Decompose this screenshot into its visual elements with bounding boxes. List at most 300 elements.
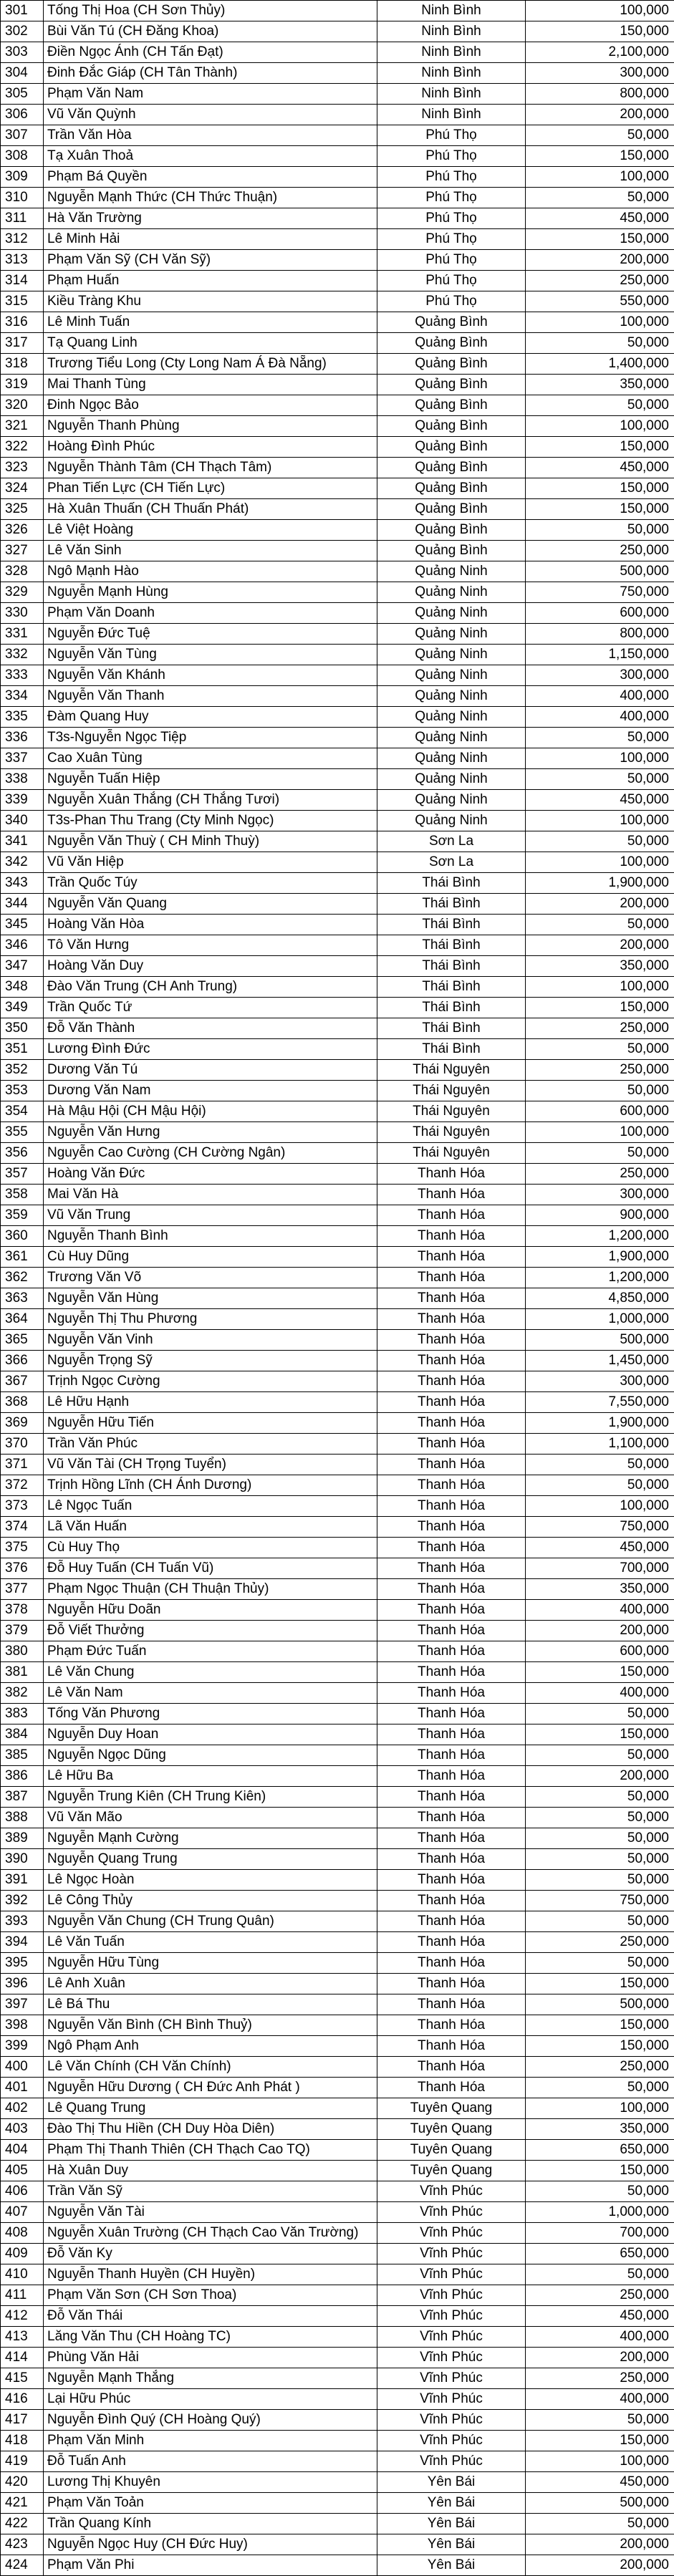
row-number-cell: 330: [1, 603, 44, 624]
province-cell: Thanh Hóa: [377, 1828, 526, 1849]
row-number-cell: 344: [1, 894, 44, 915]
name-cell: Nguyễn Đức Tuệ: [44, 624, 377, 645]
province-cell: Thanh Hóa: [377, 1164, 526, 1185]
table-row: [1, 1662, 674, 1683]
name-cell: Đỗ Tuấn Anh: [44, 2451, 377, 2472]
amount-cell: 1,400,000: [526, 354, 674, 375]
table-row: [1, 915, 674, 935]
row-number-cell: 311: [1, 208, 44, 229]
table-row: [1, 458, 674, 478]
province-cell: Tuyên Quang: [377, 2119, 526, 2140]
name-cell: Nguyễn Cao Cường (CH Cường Ngân): [44, 1143, 377, 1164]
amount-cell: 150,000: [526, 2036, 674, 2057]
province-cell: Quảng Bình: [377, 395, 526, 416]
row-number-cell: 317: [1, 333, 44, 354]
province-cell: Phú Thọ: [377, 271, 526, 291]
amount-cell: 1,150,000: [526, 645, 674, 665]
amount-cell: 100,000: [526, 1122, 674, 1143]
row-number-cell: 395: [1, 1953, 44, 1974]
province-cell: Thái Nguyên: [377, 1081, 526, 1101]
row-number-cell: 361: [1, 1247, 44, 1268]
province-cell: Thanh Hóa: [377, 1870, 526, 1891]
name-cell: Lại Hữu Phúc: [44, 2389, 377, 2410]
table-row: [1, 1392, 674, 1413]
table-row: [1, 1226, 674, 1247]
table-row: [1, 2555, 674, 2576]
row-number-cell: 334: [1, 686, 44, 707]
province-cell: Thanh Hóa: [377, 1371, 526, 1392]
amount-cell: 300,000: [526, 1185, 674, 1205]
table-row: [1, 1247, 674, 1268]
name-cell: Nguyễn Văn Tài: [44, 2202, 377, 2223]
row-number-cell: 423: [1, 2534, 44, 2555]
amount-cell: 50,000: [526, 1953, 674, 1974]
province-cell: Thái Bình: [377, 873, 526, 894]
table-row: [1, 1621, 674, 1641]
row-number-cell: 360: [1, 1226, 44, 1247]
name-cell: Trương Tiểu Long (Cty Long Nam Á Đà Nẵng): [44, 354, 377, 375]
amount-cell: 550,000: [526, 291, 674, 312]
row-number-cell: 306: [1, 105, 44, 125]
row-number-cell: 365: [1, 1330, 44, 1351]
table-row: [1, 2327, 674, 2348]
province-cell: Thanh Hóa: [377, 1579, 526, 1600]
table-row: [1, 520, 674, 541]
table-row: [1, 1808, 674, 1828]
table-row: [1, 1309, 674, 1330]
row-number-cell: 367: [1, 1371, 44, 1392]
name-cell: Hà Mậu Hội (CH Mậu Hội): [44, 1101, 377, 1122]
row-number-cell: 307: [1, 125, 44, 146]
province-cell: Thái Nguyên: [377, 1122, 526, 1143]
amount-cell: 100,000: [526, 811, 674, 831]
amount-cell: 150,000: [526, 2431, 674, 2451]
amount-cell: 50,000: [526, 1039, 674, 1060]
amount-cell: 50,000: [526, 1808, 674, 1828]
name-cell: Phạm Văn Sỹ (CH Văn Sỹ): [44, 250, 377, 271]
province-cell: Thái Bình: [377, 1018, 526, 1039]
row-number-cell: 386: [1, 1766, 44, 1787]
table-row: [1, 1351, 674, 1371]
row-number-cell: 321: [1, 416, 44, 437]
name-cell: Phạm Văn Toản: [44, 2493, 377, 2514]
name-cell: Lê Văn Nam: [44, 1683, 377, 1704]
row-number-cell: 420: [1, 2472, 44, 2493]
province-cell: Thanh Hóa: [377, 1683, 526, 1704]
province-cell: Thanh Hóa: [377, 1662, 526, 1683]
name-cell: Lê Hữu Hạnh: [44, 1392, 377, 1413]
name-cell: Dương Văn Nam: [44, 1081, 377, 1101]
row-number-cell: 325: [1, 499, 44, 520]
table-row: [1, 167, 674, 188]
amount-cell: 50,000: [526, 915, 674, 935]
row-number-cell: 397: [1, 1994, 44, 2015]
row-number-cell: 308: [1, 146, 44, 167]
table-row: [1, 499, 674, 520]
table-row: [1, 2098, 674, 2119]
province-cell: Thanh Hóa: [377, 1455, 526, 1475]
table-row: [1, 271, 674, 291]
amount-cell: 350,000: [526, 956, 674, 977]
province-cell: Thanh Hóa: [377, 1704, 526, 1724]
amount-cell: 200,000: [526, 105, 674, 125]
amount-cell: 50,000: [526, 1704, 674, 1724]
name-cell: Nguyễn Thành Tâm (CH Thạch Tâm): [44, 458, 377, 478]
row-number-cell: 403: [1, 2119, 44, 2140]
name-cell: Phạm Văn Doanh: [44, 603, 377, 624]
name-cell: Vũ Văn Tài (CH Trọng Tuyển): [44, 1455, 377, 1475]
row-number-cell: 417: [1, 2410, 44, 2431]
amount-cell: 400,000: [526, 2327, 674, 2348]
province-cell: Quảng Ninh: [377, 561, 526, 582]
table-row: [1, 2410, 674, 2431]
amount-cell: 50,000: [526, 2181, 674, 2202]
row-number-cell: 356: [1, 1143, 44, 1164]
table-row: [1, 1, 674, 21]
province-cell: Phú Thọ: [377, 125, 526, 146]
province-cell: Phú Thọ: [377, 208, 526, 229]
amount-cell: 100,000: [526, 1496, 674, 1517]
province-cell: Thanh Hóa: [377, 1974, 526, 1994]
row-number-cell: 421: [1, 2493, 44, 2514]
amount-cell: 500,000: [526, 1330, 674, 1351]
name-cell: Lã Văn Huấn: [44, 1517, 377, 1538]
name-cell: Lê Minh Hải: [44, 229, 377, 250]
province-cell: Thanh Hóa: [377, 1205, 526, 1226]
row-number-cell: 377: [1, 1579, 44, 1600]
amount-cell: 4,850,000: [526, 1288, 674, 1309]
amount-cell: 100,000: [526, 852, 674, 873]
amount-cell: 50,000: [526, 1911, 674, 1932]
name-cell: Nguyễn Văn Tùng: [44, 645, 377, 665]
table-row: [1, 1849, 674, 1870]
row-number-cell: 350: [1, 1018, 44, 1039]
row-number-cell: 327: [1, 541, 44, 561]
province-cell: Quảng Bình: [377, 478, 526, 499]
table-row: [1, 2389, 674, 2410]
amount-cell: 450,000: [526, 208, 674, 229]
row-number-cell: 314: [1, 271, 44, 291]
row-number-cell: 341: [1, 831, 44, 852]
table-row: [1, 1455, 674, 1475]
province-cell: Thái Bình: [377, 915, 526, 935]
row-number-cell: 375: [1, 1538, 44, 1558]
name-cell: Trương Văn Võ: [44, 1268, 377, 1288]
amount-cell: 700,000: [526, 1558, 674, 1579]
table-row: [1, 2431, 674, 2451]
province-cell: Ninh Bình: [377, 1, 526, 21]
table-row: [1, 188, 674, 208]
amount-cell: 150,000: [526, 499, 674, 520]
table-row: [1, 2534, 674, 2555]
province-cell: Thanh Hóa: [377, 2078, 526, 2098]
table-row: [1, 1371, 674, 1392]
table-row: [1, 1018, 674, 1039]
amount-cell: 50,000: [526, 520, 674, 541]
name-cell: Nguyễn Ngọc Dũng: [44, 1745, 377, 1766]
table-row: [1, 1932, 674, 1953]
table-row: [1, 84, 674, 105]
name-cell: Nguyễn Mạnh Thắng: [44, 2368, 377, 2389]
table-row: [1, 1953, 674, 1974]
province-cell: Thanh Hóa: [377, 1288, 526, 1309]
row-number-cell: 370: [1, 1434, 44, 1455]
amount-cell: 150,000: [526, 21, 674, 42]
table-row: [1, 852, 674, 873]
name-cell: Nguyễn Thanh Bình: [44, 1226, 377, 1247]
amount-cell: 50,000: [526, 2264, 674, 2285]
table-row: [1, 831, 674, 852]
table-row: [1, 2223, 674, 2244]
amount-cell: 2,100,000: [526, 42, 674, 63]
name-cell: Trần Quốc Túy: [44, 873, 377, 894]
amount-cell: 600,000: [526, 603, 674, 624]
table-row: [1, 1745, 674, 1766]
amount-cell: 450,000: [526, 458, 674, 478]
province-cell: Vĩnh Phúc: [377, 2223, 526, 2244]
amount-cell: 600,000: [526, 1641, 674, 1662]
row-number-cell: 376: [1, 1558, 44, 1579]
amount-cell: 1,900,000: [526, 1247, 674, 1268]
name-cell: Lê Quang Trung: [44, 2098, 377, 2119]
row-number-cell: 346: [1, 935, 44, 956]
amount-cell: 800,000: [526, 84, 674, 105]
amount-cell: 200,000: [526, 894, 674, 915]
province-cell: Thanh Hóa: [377, 1641, 526, 1662]
province-cell: Quảng Ninh: [377, 707, 526, 728]
table-row: [1, 333, 674, 354]
table-row: [1, 1475, 674, 1496]
amount-cell: 50,000: [526, 188, 674, 208]
table-row: [1, 1330, 674, 1351]
name-cell: Nguyễn Văn Hưng: [44, 1122, 377, 1143]
name-cell: Nguyễn Quang Trung: [44, 1849, 377, 1870]
table-row: [1, 977, 674, 998]
amount-cell: 250,000: [526, 541, 674, 561]
row-number-cell: 391: [1, 1870, 44, 1891]
amount-cell: 250,000: [526, 2057, 674, 2078]
amount-cell: 500,000: [526, 1994, 674, 2015]
table-row: [1, 1974, 674, 1994]
table-row: [1, 375, 674, 395]
table-row: [1, 2244, 674, 2264]
row-number-cell: 409: [1, 2244, 44, 2264]
amount-cell: 150,000: [526, 1974, 674, 1994]
table-row: [1, 1413, 674, 1434]
row-number-cell: 373: [1, 1496, 44, 1517]
table-row: [1, 1039, 674, 1060]
table-row: [1, 1579, 674, 1600]
row-number-cell: 319: [1, 375, 44, 395]
amount-cell: 500,000: [526, 561, 674, 582]
province-cell: Quảng Ninh: [377, 811, 526, 831]
name-cell: Đỗ Văn Ky: [44, 2244, 377, 2264]
table-row: [1, 1558, 674, 1579]
row-number-cell: 345: [1, 915, 44, 935]
table-row: [1, 416, 674, 437]
amount-cell: 50,000: [526, 769, 674, 790]
name-cell: Đỗ Viết Thưởng: [44, 1621, 377, 1641]
province-cell: Phú Thọ: [377, 167, 526, 188]
table-body: [1, 1, 674, 2576]
row-number-cell: 301: [1, 1, 44, 21]
row-number-cell: 400: [1, 2057, 44, 2078]
name-cell: Nguyễn Thanh Phùng: [44, 416, 377, 437]
province-cell: Ninh Bình: [377, 21, 526, 42]
table-row: [1, 748, 674, 769]
table-row: [1, 125, 674, 146]
province-cell: Vĩnh Phúc: [377, 2202, 526, 2223]
amount-cell: 100,000: [526, 416, 674, 437]
name-cell: Nguyễn Hữu Tùng: [44, 1953, 377, 1974]
table-row: [1, 956, 674, 977]
province-cell: Thanh Hóa: [377, 1268, 526, 1288]
row-number-cell: 355: [1, 1122, 44, 1143]
name-cell: Mai Thanh Tùng: [44, 375, 377, 395]
name-cell: Trần Văn Sỹ: [44, 2181, 377, 2202]
province-cell: Quảng Bình: [377, 333, 526, 354]
name-cell: Nguyễn Mạnh Cường: [44, 1828, 377, 1849]
table-row: [1, 2036, 674, 2057]
table-row: [1, 2140, 674, 2161]
row-number-cell: 383: [1, 1704, 44, 1724]
province-cell: Thanh Hóa: [377, 1787, 526, 1808]
province-cell: Quảng Bình: [377, 354, 526, 375]
name-cell: Nguyễn Duy Hoan: [44, 1724, 377, 1745]
row-number-cell: 408: [1, 2223, 44, 2244]
row-number-cell: 316: [1, 312, 44, 333]
amount-cell: 800,000: [526, 624, 674, 645]
amount-cell: 150,000: [526, 437, 674, 458]
amount-cell: 200,000: [526, 1621, 674, 1641]
table-row: [1, 541, 674, 561]
table-row: [1, 1787, 674, 1808]
province-cell: Vĩnh Phúc: [377, 2244, 526, 2264]
row-number-cell: 411: [1, 2285, 44, 2306]
amount-cell: 1,000,000: [526, 2202, 674, 2223]
row-number-cell: 309: [1, 167, 44, 188]
name-cell: Phạm Văn Phi: [44, 2555, 377, 2576]
name-cell: Phạm Văn Minh: [44, 2431, 377, 2451]
table-row: [1, 146, 674, 167]
table-row: [1, 1434, 674, 1455]
province-cell: Thanh Hóa: [377, 1247, 526, 1268]
name-cell: Nguyễn Văn Khánh: [44, 665, 377, 686]
province-cell: Thanh Hóa: [377, 1226, 526, 1247]
province-cell: Thanh Hóa: [377, 1911, 526, 1932]
amount-cell: 150,000: [526, 2015, 674, 2036]
name-cell: Nguyễn Hữu Dương ( CH Đức Anh Phát ): [44, 2078, 377, 2098]
row-number-cell: 303: [1, 42, 44, 63]
table-row: [1, 769, 674, 790]
name-cell: Nguyễn Văn Chung (CH Trung Quân): [44, 1911, 377, 1932]
table-row: [1, 1101, 674, 1122]
amount-cell: 250,000: [526, 2285, 674, 2306]
province-cell: Thanh Hóa: [377, 1808, 526, 1828]
province-cell: Thanh Hóa: [377, 1517, 526, 1538]
amount-cell: 150,000: [526, 478, 674, 499]
province-cell: Vĩnh Phúc: [377, 2431, 526, 2451]
amount-cell: 50,000: [526, 1849, 674, 1870]
amount-cell: 650,000: [526, 2244, 674, 2264]
name-cell: Nguyễn Thị Thu Phương: [44, 1309, 377, 1330]
row-number-cell: 318: [1, 354, 44, 375]
table-row: [1, 21, 674, 42]
table-row: [1, 2015, 674, 2036]
amount-cell: 200,000: [526, 2348, 674, 2368]
table-row: [1, 935, 674, 956]
row-number-cell: 353: [1, 1081, 44, 1101]
amount-cell: 300,000: [526, 1371, 674, 1392]
amount-cell: 100,000: [526, 312, 674, 333]
province-cell: Thanh Hóa: [377, 1621, 526, 1641]
row-number-cell: 343: [1, 873, 44, 894]
row-number-cell: 412: [1, 2306, 44, 2327]
table-row: [1, 2368, 674, 2389]
row-number-cell: 312: [1, 229, 44, 250]
table-row: [1, 686, 674, 707]
name-cell: Trần Văn Hòa: [44, 125, 377, 146]
table-row: [1, 1683, 674, 1704]
province-cell: Vĩnh Phúc: [377, 2368, 526, 2389]
name-cell: Trịnh Hồng Lĩnh (CH Ánh Dương): [44, 1475, 377, 1496]
name-cell: Phạm Văn Nam: [44, 84, 377, 105]
table-row: [1, 2514, 674, 2534]
table-row: [1, 1766, 674, 1787]
table-row: [1, 1496, 674, 1517]
name-cell: T3s-Nguyễn Ngọc Tiệp: [44, 728, 377, 748]
amount-cell: 750,000: [526, 1517, 674, 1538]
amount-cell: 450,000: [526, 2472, 674, 2493]
row-number-cell: 305: [1, 84, 44, 105]
row-number-cell: 329: [1, 582, 44, 603]
province-cell: Vĩnh Phúc: [377, 2306, 526, 2327]
table-row: [1, 1081, 674, 1101]
row-number-cell: 402: [1, 2098, 44, 2119]
row-number-cell: 348: [1, 977, 44, 998]
name-cell: Nguyễn Hữu Tiến: [44, 1413, 377, 1434]
table-row: [1, 2057, 674, 2078]
table-row: [1, 312, 674, 333]
province-cell: Ninh Bình: [377, 63, 526, 84]
amount-cell: 150,000: [526, 1662, 674, 1683]
table-row: [1, 105, 674, 125]
province-cell: Thái Bình: [377, 977, 526, 998]
table-row: [1, 1641, 674, 1662]
row-number-cell: 384: [1, 1724, 44, 1745]
amount-cell: 750,000: [526, 1891, 674, 1911]
row-number-cell: 378: [1, 1600, 44, 1621]
name-cell: Lê Văn Tuấn: [44, 1932, 377, 1953]
name-cell: Hoàng Văn Duy: [44, 956, 377, 977]
name-cell: Phạm Bá Quyền: [44, 167, 377, 188]
row-number-cell: 404: [1, 2140, 44, 2161]
name-cell: Trần Văn Phúc: [44, 1434, 377, 1455]
province-cell: Thanh Hóa: [377, 1538, 526, 1558]
name-cell: Nguyễn Xuân Thắng (CH Thắng Tươi): [44, 790, 377, 811]
table-row: [1, 291, 674, 312]
amount-cell: 200,000: [526, 2555, 674, 2576]
table-row: [1, 1870, 674, 1891]
province-cell: Yên Bái: [377, 2534, 526, 2555]
province-cell: Thanh Hóa: [377, 1994, 526, 2015]
table-row: [1, 437, 674, 458]
name-cell: Nguyễn Hữu Doãn: [44, 1600, 377, 1621]
amount-cell: 150,000: [526, 2161, 674, 2181]
row-number-cell: 388: [1, 1808, 44, 1828]
amount-cell: 400,000: [526, 686, 674, 707]
name-cell: Cao Xuân Tùng: [44, 748, 377, 769]
